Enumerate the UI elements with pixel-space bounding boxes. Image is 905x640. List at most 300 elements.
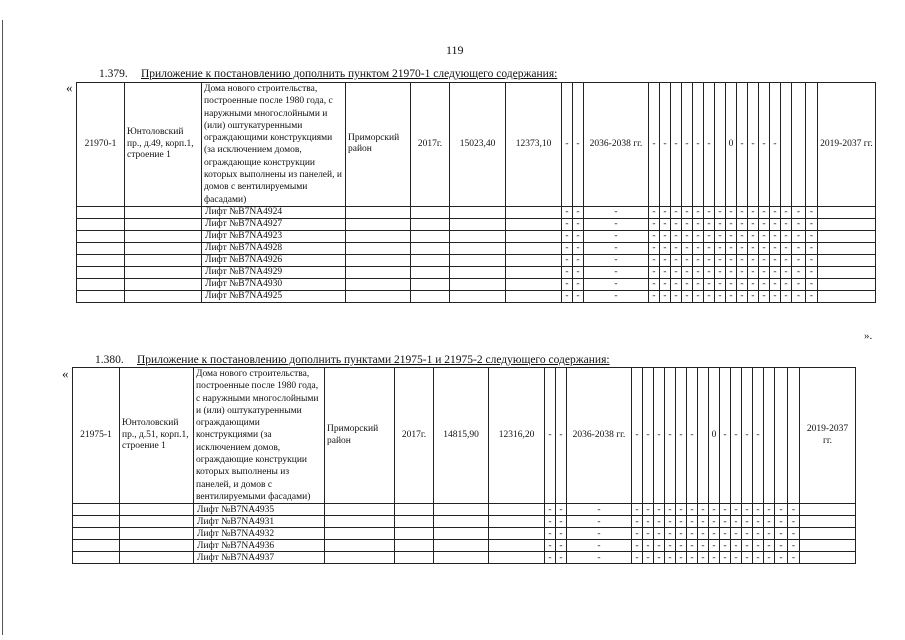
elevator-cell: - [567,516,632,528]
elevator-cell: - [775,540,788,552]
elevator-cell [450,254,506,266]
cell: - [704,83,715,207]
elevator-cell [325,540,395,552]
elevator-cell: - [720,516,731,528]
repair-period: 2036-2038 гг. [567,368,632,504]
empty-cell [125,230,202,242]
elevator-cell: - [709,528,720,540]
left-margin-mark [2,20,3,635]
elevator-cell [395,516,434,528]
elevator-cell: - [584,242,649,254]
elevator-cell: - [698,552,709,564]
elevator-cell: - [753,528,764,540]
elevator-cell: - [660,206,671,218]
elevator-cell: - [584,290,649,302]
elevator-cell: - [643,552,654,564]
cell: - [742,368,753,504]
elevator-cell [450,242,506,254]
elevator-cell [395,552,434,564]
empty-cell [125,218,202,230]
elevator-cell: - [693,266,704,278]
elevator-cell: - [584,278,649,290]
elevator-cell [411,218,450,230]
elevator-cell: - [584,266,649,278]
empty-cell [73,540,120,552]
elevator-cell [506,278,562,290]
elevator-cell: - [649,290,660,302]
section-text: Приложение к постановлению дополнить пунктами 21975-1 и 21975-2 следующего содержания: [137,354,610,366]
elevator-cell [450,230,506,242]
elevator-cell: - [775,516,788,528]
elevator-cell: - [753,552,764,564]
elevator-row [73,540,856,552]
elevator-cell: - [731,540,742,552]
elevator-cell: - [709,516,720,528]
elevator-row [77,254,876,266]
repair-period: 2036-2038 гг. [584,83,649,207]
elevator-cell: - [759,230,770,242]
register-table-2 [72,367,856,564]
elevator-cell: - [649,218,660,230]
elevator-cell [489,540,545,552]
elevator-cell: - [698,504,709,516]
elevator-cell: - [770,266,781,278]
cell: - [573,83,584,207]
elevator-cell: - [737,230,748,242]
elevator-cell [818,230,876,242]
elevator-cell: - [545,528,556,540]
elevator-cell: - [806,206,818,218]
elevator-cell: - [770,206,781,218]
elevator-cell: - [742,528,753,540]
elevator-cell [325,516,395,528]
elevator-cell: - [632,540,643,552]
elevator-cell: - [770,278,781,290]
elevator-cell [434,540,489,552]
object-description: Дома нового строительства, построенные после 1980 года, с наружными многослойными и (или) оштукатуренными ограждающими конструкциями (за исключением домов, ограждающие конструкции которых выполнены из панелей, и домов с вентилируемыми фасадами) [202,83,346,207]
elevator-cell: - [562,218,573,230]
cell: - [671,83,682,207]
section-number: 1.380. [95,354,124,366]
elevator-cell: - [748,290,759,302]
elevator-cell: - [654,552,665,564]
elevator-cell: - [632,504,643,516]
elevator-cell: - [764,504,775,516]
empty-cell [120,540,194,552]
cell: - [770,83,781,207]
elevator-cell: - [715,230,726,242]
elevator-cell: - [698,540,709,552]
elevator-row [73,504,856,516]
elevator-cell: - [660,242,671,254]
elevator-cell: - [562,254,573,266]
close-quote: ». [864,330,873,342]
elevator-cell: - [806,290,818,302]
elevator-cell: - [649,254,660,266]
elevator-cell: - [671,290,682,302]
elevator-cell: - [806,254,818,266]
section-number: 1.379. [99,68,128,80]
elevator-cell: - [704,290,715,302]
elevator-cell: - [682,290,693,302]
elevator-cell: - [687,504,698,516]
object-id: 21975-1 [73,368,120,504]
elevator-cell: - [720,504,731,516]
build-year: 2017г. [411,83,450,207]
elevator-cell: - [693,290,704,302]
cell: - [665,368,676,504]
elevator-cell: - [687,516,698,528]
elevator-cell: - [643,540,654,552]
elevator-cell: - [748,218,759,230]
elevator-cell: - [748,254,759,266]
cell: - [759,83,770,207]
elevator-cell: - [731,504,742,516]
build-year: 2017г. [395,368,434,504]
elevator-cell: - [671,230,682,242]
elevator-cell: - [573,254,584,266]
object-address: Юнтоловский пр., д.51, корп.1, строение 1 [120,368,194,504]
elevator-cell: - [759,266,770,278]
elevator-row [77,290,876,302]
elevator-cell: - [788,540,800,552]
elevator-cell: - [671,206,682,218]
cell: - [693,83,704,207]
elevator-name: Лифт №B7NA4926 [202,254,346,266]
empty-cell [73,516,120,528]
cell: - [753,368,764,504]
elevator-cell [818,278,876,290]
elevator-cell [346,278,411,290]
elevator-cell: - [753,516,764,528]
elevator-cell: - [781,206,792,218]
elevator-cell: - [781,230,792,242]
elevator-cell [411,278,450,290]
elevator-cell [489,528,545,540]
elevator-cell: - [726,290,737,302]
elevator-name: Лифт №B7NA4925 [202,290,346,302]
elevator-cell [800,540,856,552]
elevator-cell [800,504,856,516]
elevator-cell: - [665,516,676,528]
elevator-cell: - [704,218,715,230]
empty-cell [120,552,194,564]
elevator-cell: - [792,242,806,254]
elevator-cell [395,540,434,552]
elevator-cell: - [715,278,726,290]
elevator-cell: - [671,266,682,278]
elevator-cell: - [567,552,632,564]
elevator-name: Лифт №B7NA4936 [194,540,325,552]
elevator-cell: - [649,206,660,218]
elevator-cell [411,290,450,302]
elevator-cell: - [806,266,818,278]
elevator-row [73,528,856,540]
area-total: 14815,90 [434,368,489,504]
elevator-cell: - [737,206,748,218]
elevator-cell: - [759,278,770,290]
empty-cell [77,206,125,218]
elevator-cell: - [660,254,671,266]
elevator-cell: - [584,218,649,230]
empty-cell [73,528,120,540]
elevator-cell [325,504,395,516]
elevator-cell: - [748,242,759,254]
elevator-cell [818,290,876,302]
empty-cell [125,254,202,266]
elevator-cell: - [693,242,704,254]
elevator-cell [450,218,506,230]
empty-cell [77,278,125,290]
elevator-cell [818,254,876,266]
cell [806,83,818,207]
elevator-cell: - [698,516,709,528]
elevator-cell: - [788,504,800,516]
elevator-cell: - [792,266,806,278]
elevator-cell: - [682,266,693,278]
cell: - [556,368,567,504]
elevator-cell: - [584,254,649,266]
elevator-cell [411,230,450,242]
elevator-cell: - [665,552,676,564]
elevator-cell: - [649,266,660,278]
elevator-cell: - [660,290,671,302]
elevator-cell: - [676,528,687,540]
elevator-cell: - [753,504,764,516]
elevator-cell: - [643,516,654,528]
elevator-cell: - [770,290,781,302]
elevator-cell: - [584,206,649,218]
elevator-cell: - [726,254,737,266]
elevator-cell: - [632,516,643,528]
elevator-cell: - [698,528,709,540]
elevator-cell: - [709,504,720,516]
elevator-cell: - [742,504,753,516]
elevator-cell: - [654,528,665,540]
cell: - [632,368,643,504]
elevator-cell: - [792,218,806,230]
elevator-cell: - [556,528,567,540]
empty-cell [125,266,202,278]
elevator-name: Лифт №B7NA4924 [202,206,346,218]
zero-value: 0 [709,368,720,504]
zero-value: 0 [726,83,737,207]
elevator-cell: - [643,504,654,516]
elevator-cell [506,218,562,230]
elevator-cell: - [676,504,687,516]
elevator-cell: - [720,552,731,564]
section-text: Приложение к постановлению дополнить пунктом 21970-1 следующего содержания: [141,68,558,80]
empty-cell [73,504,120,516]
elevator-cell [800,528,856,540]
elevator-cell: - [643,528,654,540]
elevator-cell [346,230,411,242]
elevator-cell: - [704,206,715,218]
elevator-cell [506,290,562,302]
elevator-cell [506,242,562,254]
elevator-name: Лифт №B7NA4929 [202,266,346,278]
open-quote: « [66,80,73,95]
elevator-cell: - [737,218,748,230]
elevator-cell: - [567,504,632,516]
elevator-cell: - [781,290,792,302]
object-id: 21970-1 [77,83,125,207]
elevator-cell: - [731,516,742,528]
elevator-name: Лифт №B7NA4923 [202,230,346,242]
empty-cell [77,230,125,242]
elevator-cell: - [759,242,770,254]
elevator-cell: - [781,242,792,254]
elevator-cell: - [792,206,806,218]
elevator-name: Лифт №B7NA4937 [194,552,325,564]
elevator-cell: - [545,552,556,564]
elevator-cell: - [693,278,704,290]
elevator-cell: - [709,552,720,564]
elevator-cell: - [562,290,573,302]
empty-cell [125,290,202,302]
cell: - [731,368,742,504]
elevator-cell [434,552,489,564]
object-row [73,368,856,504]
elevator-cell: - [775,504,788,516]
area-total: 15023,40 [450,83,506,207]
elevator-cell: - [676,552,687,564]
cell [764,368,775,504]
elevator-cell: - [788,552,800,564]
cell: - [545,368,556,504]
elevator-cell: - [682,278,693,290]
elevator-cell: - [676,516,687,528]
empty-cell [125,242,202,254]
elevator-cell [818,218,876,230]
elevator-cell: - [806,230,818,242]
register-table-1 [76,82,876,303]
elevator-cell: - [562,266,573,278]
elevator-cell: - [742,540,753,552]
elevator-cell [395,528,434,540]
elevator-cell [506,206,562,218]
elevator-cell: - [715,290,726,302]
elevator-name: Лифт №B7NA4930 [202,278,346,290]
elevator-cell [818,206,876,218]
elevator-cell: - [753,540,764,552]
elevator-cell [450,290,506,302]
elevator-row [77,266,876,278]
object-description: Дома нового строительства, построенные после 1980 года, с наружными многослойными и (или) оштукатуренными ограждающими конструкциями (за исключением домов, ограждающие конструкции которых выполнены из панелей, и домов с вентилируемыми фасадами) [194,368,325,504]
elevator-row [73,516,856,528]
elevator-cell: - [687,552,698,564]
elevator-cell: - [704,254,715,266]
elevator-cell: - [781,254,792,266]
elevator-cell: - [665,540,676,552]
elevator-cell: - [770,254,781,266]
elevator-cell: - [764,552,775,564]
elevator-cell: - [759,218,770,230]
cell: - [643,368,654,504]
elevator-cell: - [720,528,731,540]
elevator-cell: - [682,218,693,230]
empty-cell [120,516,194,528]
elevator-cell: - [720,540,731,552]
elevator-cell: - [726,242,737,254]
elevator-cell: - [704,278,715,290]
elevator-cell: - [682,230,693,242]
elevator-cell [325,552,395,564]
elevator-cell: - [573,218,584,230]
elevator-cell [346,290,411,302]
cell: - [720,368,731,504]
elevator-period: 2019-2037 гг. [818,83,876,207]
elevator-cell: - [737,290,748,302]
elevator-cell: - [742,552,753,564]
elevator-cell: - [665,528,676,540]
elevator-cell: - [562,206,573,218]
elevator-cell [325,528,395,540]
elevator-cell: - [671,278,682,290]
object-district: Приморский район [346,83,411,207]
elevator-cell [411,242,450,254]
elevator-cell: - [715,242,726,254]
elevator-cell: - [573,230,584,242]
elevator-cell [434,504,489,516]
elevator-cell: - [632,528,643,540]
elevator-cell: - [562,278,573,290]
elevator-cell [506,266,562,278]
elevator-cell: - [693,218,704,230]
elevator-cell: - [556,516,567,528]
cell [698,368,709,504]
elevator-cell: - [693,230,704,242]
elevator-cell: - [545,540,556,552]
elevator-cell: - [737,254,748,266]
cell: - [676,368,687,504]
elevator-cell: - [545,516,556,528]
elevator-cell [450,266,506,278]
elevator-cell: - [781,218,792,230]
elevator-cell [434,528,489,540]
elevator-cell: - [715,218,726,230]
elevator-cell [489,552,545,564]
elevator-cell: - [792,230,806,242]
elevator-cell [800,516,856,528]
elevator-cell: - [660,218,671,230]
elevator-name: Лифт №B7NA4928 [202,242,346,254]
cell: - [654,368,665,504]
empty-cell [120,528,194,540]
open-quote: « [62,366,69,381]
elevator-cell: - [676,540,687,552]
elevator-cell: - [726,266,737,278]
elevator-cell: - [671,242,682,254]
elevator-cell: - [770,242,781,254]
elevator-cell: - [562,230,573,242]
elevator-cell: - [715,254,726,266]
elevator-cell: - [562,242,573,254]
elevator-cell: - [573,278,584,290]
elevator-cell: - [682,254,693,266]
elevator-cell: - [748,266,759,278]
elevator-cell [411,266,450,278]
elevator-cell [411,254,450,266]
elevator-cell: - [687,528,698,540]
elevator-cell [346,206,411,218]
elevator-row [77,242,876,254]
elevator-cell [346,254,411,266]
elevator-cell: - [649,278,660,290]
cell: - [562,83,573,207]
empty-cell [125,278,202,290]
elevator-cell: - [671,254,682,266]
